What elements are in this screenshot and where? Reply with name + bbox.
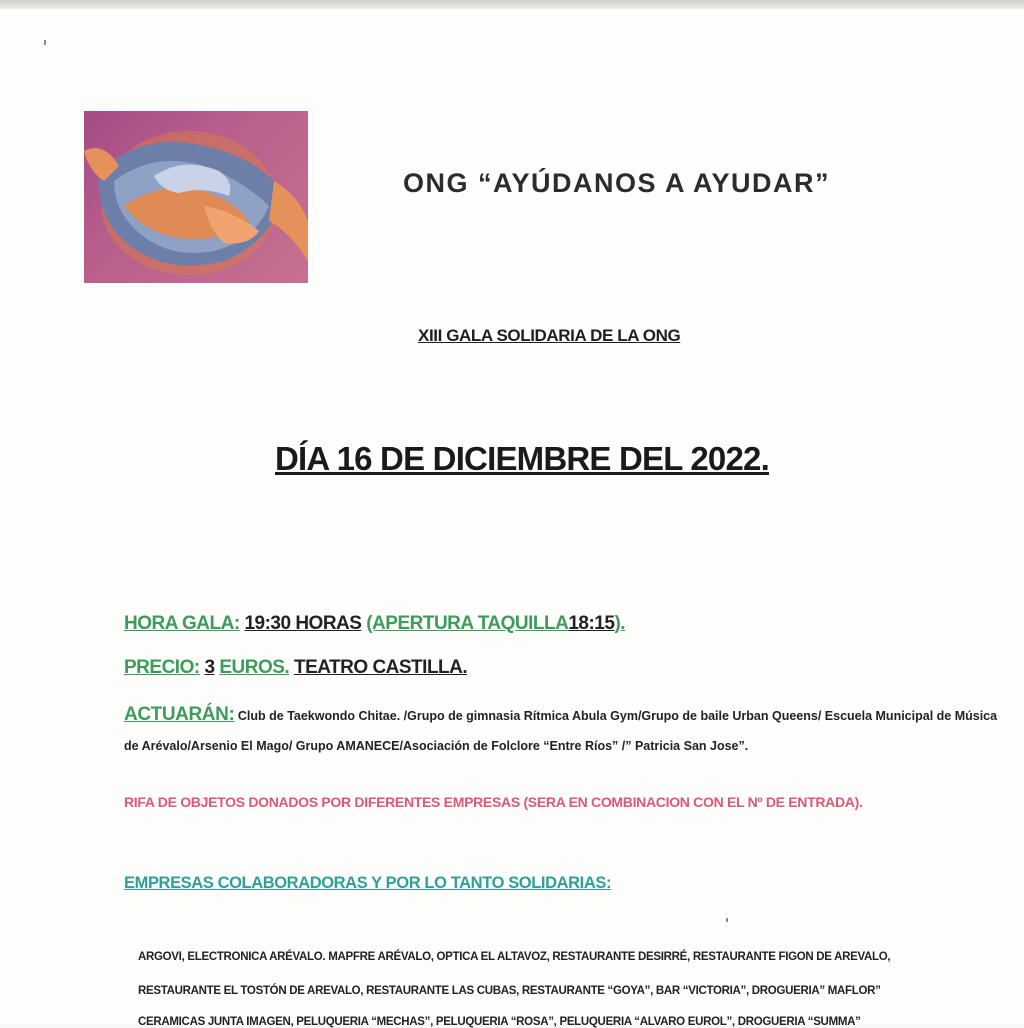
organization-title: ONG “AYÚDANOS A AYUDAR”: [403, 168, 831, 198]
apertura-value: 18:15: [568, 613, 615, 634]
apertura-label: (APERTURA TAQUILLA: [366, 613, 569, 634]
precio-amount: 3: [204, 657, 215, 678]
price-line: [124, 657, 467, 679]
gala-time-line: [124, 613, 625, 635]
sponsors-line: ARGOVI, ELECTRONICA ARÉVALO. MAPFRE ARÉVALO, OPTICA EL ALTAVOZ, RESTAURANTE DESIRRÉ, RESTAURANTE FIGON DE AREVALO,: [138, 951, 891, 963]
hands-logo-image: [84, 111, 308, 283]
sponsors-title: EMPRESAS COLABORADORAS Y POR LO TANTO SOLIDARIAS:: [124, 874, 612, 892]
scan-speck: [44, 40, 46, 45]
sponsors-line: RESTAURANTE EL TOSTÓN DE AREVALO, RESTAURANTE LAS CUBAS, RESTAURANTE “GOYA”, BAR “VICTORIA”, DROGUERIA” MAFLOR”: [138, 985, 881, 997]
precio-unit: EUROS.: [219, 657, 290, 678]
sponsors-line: CERAMICAS JUNTA IMAGEN, PELUQUERIA “MECHAS”, PELUQUERIA “ROSA”, PELUQUERIA “ALVARO EUROL”, DROGUERIA “SUMMA”: [138, 1016, 861, 1028]
event-date: DÍA 16 DE DICIEMBRE DEL 2022.: [275, 440, 769, 477]
apertura-close: ).: [614, 613, 626, 634]
precio-label: PRECIO:: [124, 657, 200, 678]
performers-list: Club de Taekwondo Chitae. /Grupo de gimnasia Rítmica Abula Gym/Grupo de baile Urban Queens/ Escuela Municipal de Música de Arévalo/Arsenio El Mago/ Grupo AMANECE/Asociación de Folclore “Entre Ríos” /” Patricia San Jose”.: [124, 709, 998, 753]
performers-paragraph: [124, 700, 1004, 761]
venue-name: TEATRO CASTILLA.: [293, 657, 468, 678]
hora-value: 19:30 HORAS: [244, 613, 362, 634]
scan-speck: [726, 918, 728, 922]
scan-top-edge: [0, 0, 1024, 9]
actuaran-label: ACTUARÁN: [124, 704, 229, 725]
raffle-notice: RIFA DE OBJETOS DONADOS POR DIFERENTES EMPRESAS (SERA EN COMBINACION CON EL Nº DE ENTRADA).: [124, 794, 863, 810]
actuaran-colon: :: [228, 704, 235, 725]
gala-title: XIII GALA SOLIDARIA DE LA ONG: [418, 326, 681, 345]
hora-label: HORA GALA:: [124, 613, 240, 634]
